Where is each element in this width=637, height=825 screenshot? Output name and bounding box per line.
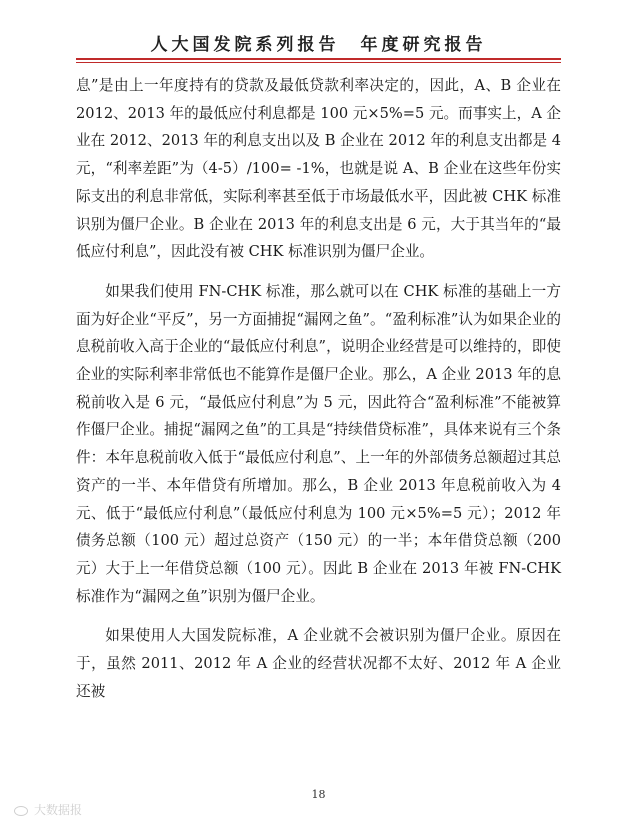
- body-text: [76, 72, 561, 717]
- weibo-icon: [14, 804, 30, 816]
- header-rule: [76, 58, 561, 60]
- watermark: [14, 801, 82, 818]
- header-title: 人大国发院系列报告 年度研究报告: [150, 35, 487, 55]
- paragraph-3: 如果使用人大国发院标准，A 企业就不会被识别为僵尸企业。原因在于，虽然 2011、2012 年 A 企业的经营状况都不太好、2012 年 A 企业还被: [76, 627, 561, 700]
- paragraph-1: 息”是由上一年度持有的贷款及最低贷款利率决定的，因此，A、B 企业在 2012、2013 年的最低应付利息都是 100 元×5%=5 元。而事实上，A 企业在 2012、2013 年的利息支出以及 B 企业在 2012 年的利息支出都是 4 元，“利率差距”为（4-5）/100= -1%，也就是说 A、B 企业在这些年份实际支出的利息非常低，实际利率甚至低于市场最低水平，因此被 CHK 标准识别为僵尸企业。B 企业在 2013 年的利息支出是 6 元，大于其当年的“最低应付利息”，因此没有被 CHK 标准识别为僵尸企业。: [76, 77, 561, 261]
- watermark-text: 大数据报: [34, 803, 83, 817]
- header-rule-thin: [76, 62, 561, 63]
- paragraph-2: 如果我们使用 FN-CHK 标准，那么就可以在 CHK 标准的基础上一方面为好企业“平反”，另一方面捕捉“漏网之鱼”。“盈利标准”认为如果企业的息税前收入高于企业的“最低应付利息”，说明企业经营是可以维持的，即使企业的实际利率非常低也不能算作是僵尸企业。那么，A 企业 2013 年的息税前收入是 6 元，“最低应付利息”为 5 元，因此符合“盈利标准”不能被算作僵尸企业。捕捉“漏网之鱼”的工具是“持续借贷标准”，具体来说有三个条件：本年息税前收入低于“最低应付利息”、上一年的外部债务总额超过其总资产的一半、本年借贷有所增加。那么，B 企业 2013 年息税前收入为 4 元、低于“最低应付利息”（最低应付利息为 100 元×5%=5 元）；2012 年债务总额（100 元）超过总资产（150 元）的一半；本年借贷总额（200 元）大于上一年借贷总额（100 元）。因此 B 企业在 2013 年被 FN-CHK 标准作为“漏网之鱼”识别为僵尸企业。: [76, 282, 561, 605]
- page-number: 18: [311, 788, 326, 801]
- page-header: [0, 0, 637, 70]
